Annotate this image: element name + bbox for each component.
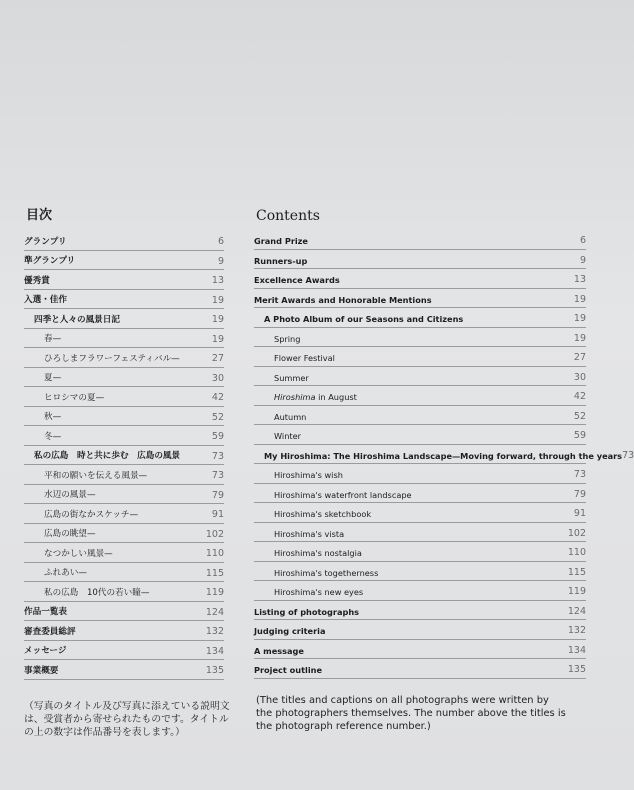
toc-entry: [254, 230, 586, 250]
toc-entry: [254, 425, 586, 445]
toc-entry: [24, 465, 224, 485]
toc-entry-page: 30: [211, 372, 224, 384]
toc-entry-label: グランプリ: [24, 236, 67, 247]
toc-entry-label: Listing of photographs: [254, 606, 360, 617]
toc-entry-label: 準グランプリ: [24, 256, 76, 267]
toc-entry: [24, 504, 224, 524]
toc-entry-page: 19: [211, 314, 224, 325]
toc-entry-label: 作品一覧表: [24, 607, 67, 618]
toc-entry-label: 広島の眺望—: [44, 529, 96, 540]
toc-entry-label: Spring: [274, 333, 301, 344]
toc-entry-page: 79: [211, 489, 224, 501]
toc-entry-page: 27: [573, 352, 586, 363]
toc-entry-label: Excellence Awards: [254, 275, 340, 286]
toc-entry-page: 79: [573, 488, 586, 500]
toc-entry: [254, 601, 586, 621]
toc-entry-page: 13: [211, 275, 224, 286]
toc-entry-label: 事業概要: [24, 665, 59, 676]
toc-entry-page: 19: [573, 293, 586, 305]
toc-entry-page: 59: [211, 431, 224, 442]
toc-entry: [24, 387, 224, 407]
toc-entry: [24, 621, 224, 641]
toc-entry-page: 124: [205, 606, 224, 618]
toc-entry-label: A Photo Album of our Seasons and Citizens: [264, 314, 464, 325]
toc-entry-page: 134: [205, 645, 224, 657]
toc-entry: [24, 426, 224, 446]
toc-entry-label: My Hiroshima: The Hiroshima Landscape—Moving forward, through the years: [264, 450, 623, 461]
toc-entry-label: 春—: [44, 334, 62, 345]
toc-entry-page: 73: [211, 470, 224, 481]
toc-entry: [254, 620, 586, 640]
toc-entry-page: 6: [579, 235, 586, 246]
toc-entry-page: 124: [567, 605, 586, 617]
toc-entry-page: 135: [205, 665, 224, 676]
toc-entry-label: Hiroshima's sketchbook: [274, 509, 372, 520]
toc-entry-label: 水辺の風景—: [44, 490, 96, 501]
toc-entry-label: Hiroshima in August: [274, 392, 357, 403]
toc-entry: [24, 641, 224, 661]
toc-entry: [24, 446, 224, 466]
toc-entry-page: 91: [573, 508, 586, 519]
english-toc: [254, 208, 634, 679]
toc-entry: [24, 524, 224, 544]
toc-list-japanese: [24, 231, 224, 680]
toc-entry: [24, 368, 224, 388]
toc-entry: [24, 582, 224, 602]
toc-entry-label: 四季と人々の風景日記: [34, 314, 120, 325]
toc-entry-label: Winter: [274, 431, 301, 442]
toc-entry: [254, 659, 586, 679]
toc-entry: [254, 406, 586, 426]
toc-entry: [24, 543, 224, 563]
toc-entry: [24, 251, 224, 271]
toc-entry: [24, 660, 224, 680]
toc-entry-label: Grand Prize: [254, 236, 308, 247]
toc-entry-page: 42: [573, 391, 586, 402]
toc-entry-label: 優秀賞: [24, 275, 50, 286]
toc-entry: [254, 503, 586, 523]
toc-entry: [254, 308, 586, 328]
toc-entry: [254, 289, 586, 309]
note-japanese: （写真のタイトル及び写真に添えている説明文は、受賞者から寄せられたものです。タイトルの上の数字は作品番号を表します。）: [24, 701, 230, 738]
toc-entry: [254, 347, 586, 367]
toc-entry-label: Hiroshima's vista: [274, 528, 345, 539]
toc-entry: [24, 348, 224, 368]
toc-entry: [254, 640, 586, 660]
toc-entry: [24, 602, 224, 622]
toc-entry: [24, 270, 224, 290]
toc-entry-label: Project outline: [254, 665, 323, 676]
toc-entry-label: 夏—: [44, 373, 62, 384]
toc-entry-page: 135: [567, 664, 586, 675]
toc-entry-label: Hiroshima's wish: [274, 470, 343, 481]
toc-entry: [24, 309, 224, 329]
toc-entry-page: 42: [211, 392, 224, 403]
toc-entry-label: ヒロシマの夏—: [44, 392, 105, 403]
toc-entry-label: Runners-up: [254, 255, 308, 266]
toc-entry-page: 27: [211, 353, 224, 364]
toc-entry: [24, 329, 224, 349]
toc-entry: [254, 581, 586, 601]
toc-entry-label: なつかしい風景—: [44, 548, 113, 559]
toc-entry-page: 52: [211, 411, 224, 423]
toc-entry-label: 入選・佳作: [24, 295, 67, 306]
toc-entry-page: 19: [573, 332, 586, 344]
toc-entry-label: 審査委員総評: [24, 626, 76, 637]
toc-heading-english: Contents: [256, 208, 320, 224]
japanese-toc: [24, 204, 224, 680]
toc-entry-page: 110: [567, 547, 586, 558]
note-english: (The titles and captions on all photographs were written by the photographers themselves. The number above the titles is the photograph reference number.): [256, 695, 566, 732]
toc-entry: [24, 290, 224, 310]
toc-entry: [24, 407, 224, 427]
toc-entry-label: 私の広島 10代の若い瞳—: [44, 587, 150, 598]
toc-entry-label: Judging criteria: [254, 626, 326, 637]
toc-heading-japanese: 目次: [26, 208, 53, 223]
toc-entry-page: 9: [217, 255, 224, 267]
toc-entry-label: Hiroshima's new eyes: [274, 587, 364, 598]
toc-entry-label: A message: [254, 645, 304, 656]
toc-entry-page: 132: [567, 625, 586, 636]
toc-entry: [254, 250, 586, 270]
toc-entry-label: Merit Awards and Honorable Mentions: [254, 294, 432, 305]
toc-entry: [254, 562, 586, 582]
toc-entry: [254, 328, 586, 348]
toc-entry-page: 9: [579, 254, 586, 266]
toc-entry-label: Flower Festival: [274, 353, 335, 364]
toc-entry-page: 6: [217, 236, 224, 247]
toc-entry: [254, 367, 586, 387]
toc-entry-label: Hiroshima's waterfront landscape: [274, 489, 412, 500]
toc-entry-page: 73: [573, 469, 586, 480]
toc-entry-label: Summer: [274, 372, 309, 383]
toc-entry: [254, 523, 586, 543]
toc-entry: [254, 269, 586, 289]
toc-entry-label: 平和の願いを伝える風景—: [44, 470, 148, 481]
toc-entry-page: 115: [567, 566, 586, 578]
toc-entry-page: 19: [573, 313, 586, 324]
toc-entry-page: 73: [622, 449, 634, 461]
toc-entry: [254, 484, 586, 504]
toc-entry-label: ひろしまフラワーフェスティバル—: [44, 353, 180, 364]
toc-entry-page: 59: [573, 430, 586, 441]
toc-entry-page: 134: [567, 644, 586, 656]
toc-entry-page: 119: [205, 587, 224, 598]
toc-list-english: [254, 230, 634, 679]
toc-entry: [254, 386, 586, 406]
toc-entry-label: 私の広島 時と共に歩む 広島の風景: [34, 451, 181, 462]
toc-entry-page: 102: [205, 528, 224, 540]
toc-entry-page: 19: [211, 333, 224, 345]
toc-entry: [254, 445, 634, 465]
toc-entry-page: 91: [211, 509, 224, 520]
toc-entry-label: 広島の街なかスケッチ—: [44, 509, 139, 520]
toc-entry-page: 52: [573, 410, 586, 422]
toc-entry: [24, 485, 224, 505]
toc-entry-page: 19: [211, 294, 224, 306]
toc-entry-label: メッセージ: [24, 646, 67, 657]
toc-entry-page: 73: [211, 450, 224, 462]
toc-entry-page: 115: [205, 567, 224, 579]
toc-entry-page: 110: [205, 548, 224, 559]
toc-entry-page: 119: [567, 586, 586, 597]
toc-entry-label: Hiroshima's nostalgia: [274, 548, 362, 559]
toc-entry-label: ふれあい—: [44, 568, 87, 579]
toc-entry-label: 冬—: [44, 431, 62, 442]
toc-entry-page: 102: [567, 527, 586, 539]
toc-entry-page: 30: [573, 371, 586, 383]
toc-entry-label: 秋—: [44, 412, 62, 423]
toc-entry-label: Autumn: [274, 411, 307, 422]
toc-entry: [24, 563, 224, 583]
toc-entry-page: 13: [573, 274, 586, 285]
toc-entry: [254, 542, 586, 562]
toc-entry: [254, 464, 586, 484]
toc-entry: [24, 231, 224, 251]
toc-entry-label: Hiroshima's togetherness: [274, 567, 379, 578]
toc-entry-page: 132: [205, 626, 224, 637]
